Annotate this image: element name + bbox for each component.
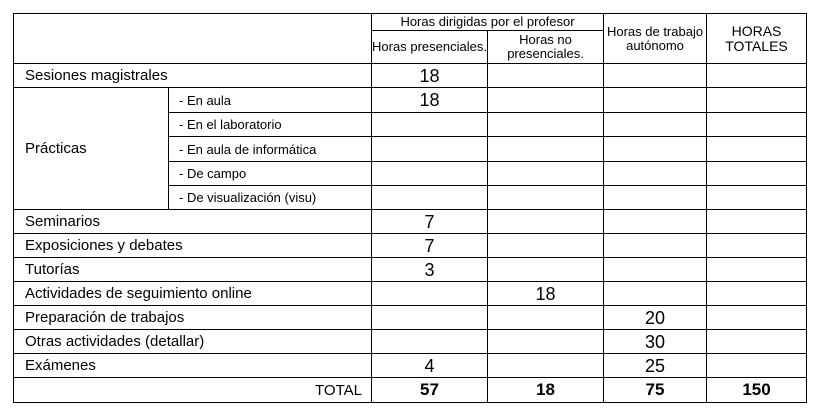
cell-no-presenciales — [488, 137, 604, 162]
cell-totales — [707, 162, 807, 186]
cell-totales — [707, 354, 807, 378]
row-label: Sesiones magistrales — [14, 64, 372, 88]
row-label: Otras actividades (detallar) — [14, 330, 372, 354]
header-presenciales: Horas presenciales. — [372, 31, 488, 64]
row-label: Exposiciones y debates — [14, 234, 372, 258]
header-empty-cell — [14, 14, 372, 64]
table-row — [14, 88, 807, 113]
total-row — [14, 378, 807, 403]
cell-presenciales — [372, 186, 488, 210]
cell-no-presenciales — [488, 210, 604, 234]
cell-presenciales — [372, 330, 488, 354]
cell-no-presenciales — [488, 330, 604, 354]
cell-presenciales: 7 — [372, 234, 488, 258]
table-row — [14, 210, 807, 234]
practicas-sublabel: - De visualización (visu) — [169, 186, 372, 210]
cell-autonomo — [604, 137, 707, 162]
cell-no-presenciales — [488, 306, 604, 330]
table-row — [14, 64, 807, 88]
cell-no-presenciales: 18 — [488, 282, 604, 306]
cell-autonomo — [604, 210, 707, 234]
row-label: Tutorías — [14, 258, 372, 282]
header-autonomo: Horas de trabajo autónomo — [604, 14, 707, 64]
cell-no-presenciales — [488, 186, 604, 210]
cell-presenciales — [372, 306, 488, 330]
cell-presenciales — [372, 113, 488, 137]
cell-presenciales: 4 — [372, 354, 488, 378]
cell-no-presenciales — [488, 64, 604, 88]
row-label: Exámenes — [14, 354, 372, 378]
cell-totales — [707, 88, 807, 113]
total-label: TOTAL — [14, 378, 372, 403]
cell-no-presenciales — [488, 234, 604, 258]
total-no-presenciales: 18 — [488, 378, 604, 403]
cell-totales — [707, 330, 807, 354]
cell-presenciales: 18 — [372, 88, 488, 113]
cell-no-presenciales — [488, 162, 604, 186]
cell-no-presenciales — [488, 258, 604, 282]
cell-presenciales — [372, 282, 488, 306]
practicas-sublabel: - En aula — [169, 88, 372, 113]
cell-autonomo — [604, 258, 707, 282]
cell-presenciales: 3 — [372, 258, 488, 282]
row-label: Actividades de seguimiento online — [14, 282, 372, 306]
table-row — [14, 330, 807, 354]
cell-autonomo — [604, 186, 707, 210]
cell-presenciales: 18 — [372, 64, 488, 88]
cell-presenciales: 7 — [372, 210, 488, 234]
table-row — [14, 234, 807, 258]
table-row — [14, 282, 807, 306]
cell-no-presenciales — [488, 354, 604, 378]
cell-autonomo: 20 — [604, 306, 707, 330]
hours-table — [13, 13, 807, 403]
cell-totales — [707, 210, 807, 234]
practicas-sublabel: - En el laboratorio — [169, 113, 372, 137]
cell-totales — [707, 306, 807, 330]
table-row — [14, 258, 807, 282]
total-totales: 150 — [707, 378, 807, 403]
cell-no-presenciales — [488, 113, 604, 137]
row-label: Seminarios — [14, 210, 372, 234]
total-autonomo: 75 — [604, 378, 707, 403]
practicas-sublabel: - En aula de informática — [169, 137, 372, 162]
cell-totales — [707, 113, 807, 137]
header-totales: HORAS TOTALES — [707, 14, 807, 64]
cell-autonomo — [604, 162, 707, 186]
cell-autonomo — [604, 88, 707, 113]
cell-autonomo — [604, 113, 707, 137]
practicas-label: Prácticas — [14, 88, 169, 210]
cell-presenciales — [372, 137, 488, 162]
cell-totales — [707, 282, 807, 306]
cell-totales — [707, 258, 807, 282]
cell-totales — [707, 64, 807, 88]
cell-totales — [707, 186, 807, 210]
total-presenciales: 57 — [372, 378, 488, 403]
cell-totales — [707, 234, 807, 258]
cell-autonomo — [604, 234, 707, 258]
cell-presenciales — [372, 162, 488, 186]
table-row — [14, 306, 807, 330]
header-group-title: Horas dirigidas por el profesor — [372, 14, 604, 31]
header-no-presenciales: Horas no presenciales. — [488, 31, 604, 64]
cell-autonomo — [604, 64, 707, 88]
row-label: Preparación de trabajos — [14, 306, 372, 330]
practicas-sublabel: - De campo — [169, 162, 372, 186]
cell-totales — [707, 137, 807, 162]
cell-no-presenciales — [488, 88, 604, 113]
cell-autonomo — [604, 282, 707, 306]
table-row — [14, 354, 807, 378]
cell-autonomo: 25 — [604, 354, 707, 378]
cell-autonomo: 30 — [604, 330, 707, 354]
